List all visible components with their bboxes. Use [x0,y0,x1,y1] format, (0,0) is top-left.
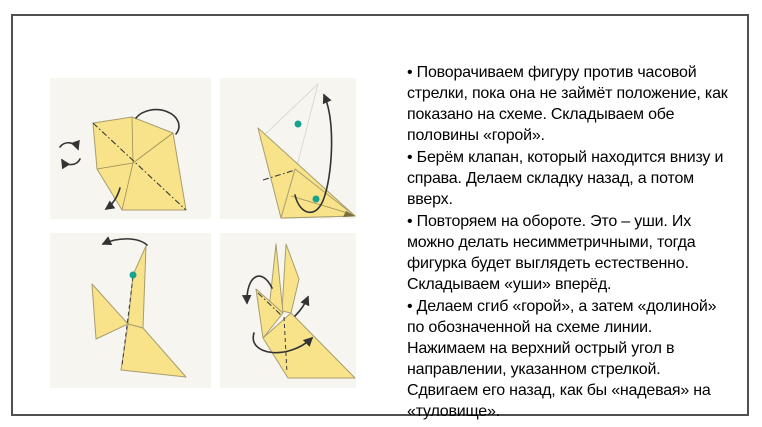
instruction-line: • Берём клапан, который находится внизу и [407,149,724,166]
instruction-line: Складываем «уши» вперёд. [407,276,612,293]
step-3-drawing [50,233,211,388]
rotate-arrow-icon [60,143,78,149]
instruction-line: справа. Делаем складку назад, а потом [407,170,694,187]
paper-shape [93,117,186,210]
instruction-paragraph [407,62,762,146]
instruction-line: • Повторяем на обороте. Это – уши. Их [407,213,691,230]
ghost-flap-line [259,84,318,140]
target-dot [295,121,302,128]
instruction-paragraph [407,147,762,210]
instruction-line: • Поворачиваем фигуру против часовой [407,64,697,81]
back-ear-spike [282,244,299,313]
instruction-line: Нажимаем на верхний острый угол в [407,340,675,357]
step-1-drawing [50,78,211,219]
instruction-line: вверх. [407,191,453,208]
instruction-line: направлении, указанном стрелкой. [407,361,661,378]
instruction-line: можно делать несимметричными, тогда [407,234,696,251]
instructions [407,62,762,422]
body-shape [263,313,355,378]
instruction-line: половины «горой». [407,127,545,144]
rotate-arrow-icon [62,159,80,165]
instruction-line: фигурка будет выглядеть естественно. [407,255,689,272]
neck-spike [128,246,146,328]
step-2-drawing [220,78,356,219]
up-right-arrow-icon [295,297,308,316]
instruction-paragraph [407,211,762,295]
step-4-drawing [220,233,356,388]
target-dot [313,196,320,203]
instruction-line: показано на схеме. Складываем обе [407,106,675,123]
instruction-line: Сдвигаем его назад, как бы «надевая» на [407,382,711,399]
instruction-line: • Делаем сгиб «горой», а затем «долиной» [407,298,717,315]
fold-left-arrow-icon [103,239,147,245]
origami-step-3-diagram [50,233,211,388]
instruction-line: «туловище». [407,403,500,420]
origami-step-4-diagram [220,233,356,388]
instruction-line: по обозначенной на схеме линии. [407,319,653,336]
origami-step-1-diagram [50,78,211,219]
body-shape [121,324,186,377]
content-frame [11,14,749,420]
instruction-line: стрелки, пока она не займёт положение, как [407,85,728,102]
origami-step-2-diagram [220,78,356,219]
target-dot [130,272,137,279]
instruction-paragraph [407,296,762,422]
ear-flap [92,284,128,339]
